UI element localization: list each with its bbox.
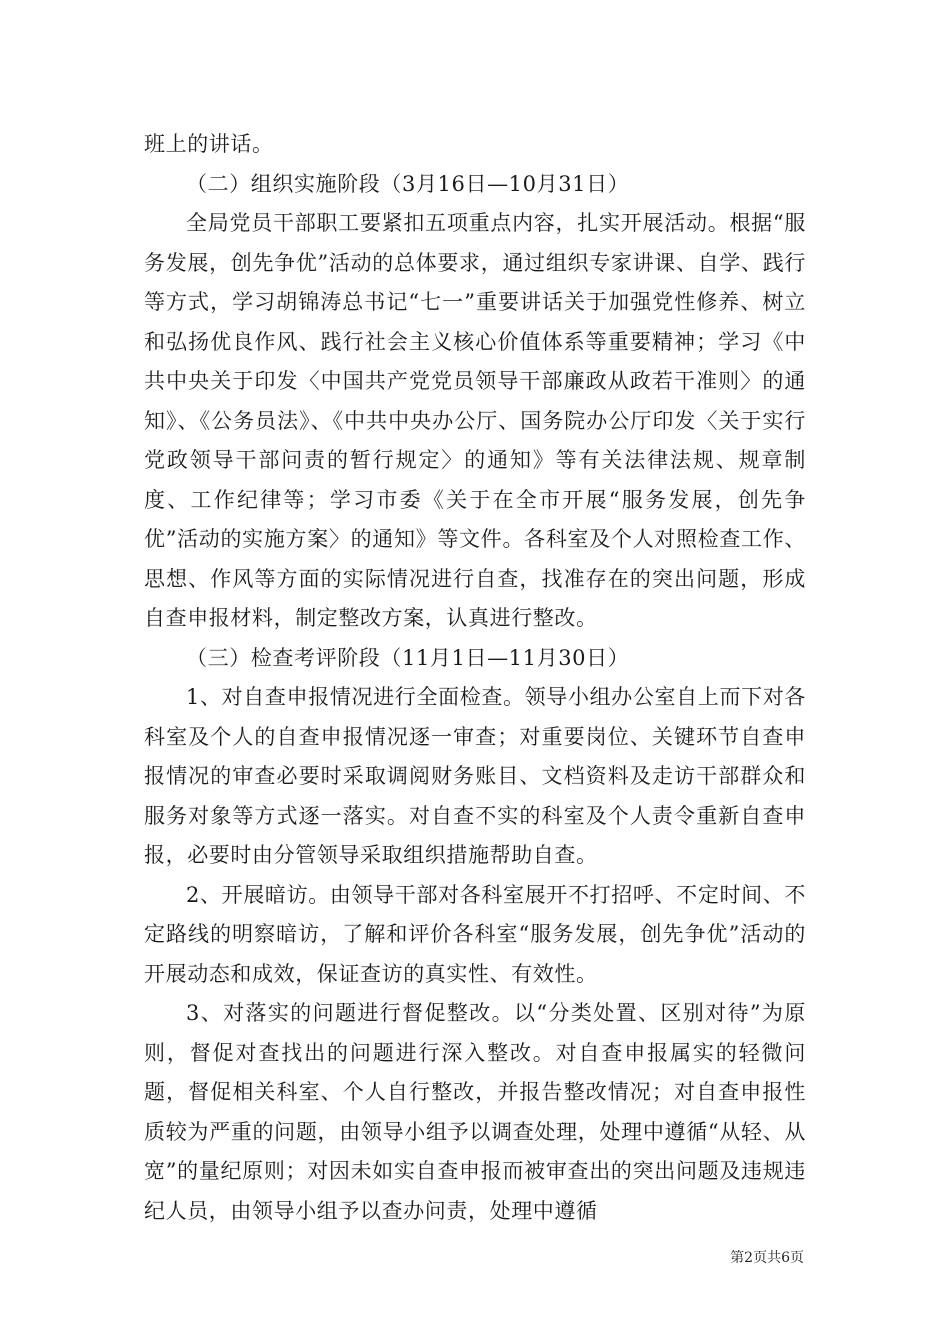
paragraph-implementation-body: 全局党员干部职工要紧扣五项重点内容，扎实开展活动。根据“服务发展，创先争优”活动的总体要求，通过组织专家讲课、自学、践行等方式，学习胡锦涛总书记“七一”重要讲话关于加强党性修养、树立和弘扬优良作风、践行社会主义核心价值体系等重要精神；学习《中共中央关于印发〈中国共产党党员领导干部廉政从政若干准则〉的通知》、《公务员法》、《中共中央办公厅、国务院办公厅印发〈关于实行党政领导干部问责的暂行规定〉的通知》等有关法律法规、规章制度、工作纪律等；学习市委《关于在全市开展“服务发展，创先争优”活动的实施方案〉的通知》等文件。各科室及个人对照检查工作、思想、作风等方面的实际情况进行自查，找准存在的突出问题，形成自查申报材料，制定整改方案，认真进行整改。	[144, 211, 806, 630]
paragraph-1: 班上的讲话。	[144, 132, 274, 156]
paragraph-item-3: 3、对落实的问题进行督促整改。以“分类处置、区别对待”为原则，督促对查找出的问题进行深入整改。对自查申报属实的轻微问题，督促相关科室、个人自行整改，并报告整改情况；对自查申报性质较为严重的问题，由领导小组予以调查处理，处理中遵循“从轻、从宽”的量纪原则；对因未如实自查申报而被审查出的突出问题及违规违纪人员，由领导小组予以查办问责，处理中遵循	[144, 1001, 806, 1223]
paragraph-item-2: 2、开展暗访。由领导干部对各科室展开不打招呼、不定时间、不定路线的明察暗访，了解和评价各科室“服务发展，创先争优”活动的开展动态和成效，保证查访的真实性、有效性。	[144, 882, 806, 986]
section-heading-implementation: （二）组织实施阶段（3月16日—10月31日）	[186, 171, 630, 196]
page-number-footer: 第2页共6页	[730, 1250, 804, 1266]
section-heading-inspection: （三）检查考评阶段（11月1日—11月30日）	[186, 645, 630, 670]
document-body	[144, 125, 806, 1231]
paragraph-item-1: 1、对自查申报情况进行全面检查。领导小组办公室自上而下对各科室及个人的自查申报情况逐一审查；对重要岗位、关键环节自查申报情况的审查必要时采取调阅财务账目、文档资料及走访干部群众和服务对象等方式逐一落实。对自查不实的科室及个人责令重新自查申报，必要时由分管领导采取组织措施帮助自查。	[144, 685, 806, 867]
